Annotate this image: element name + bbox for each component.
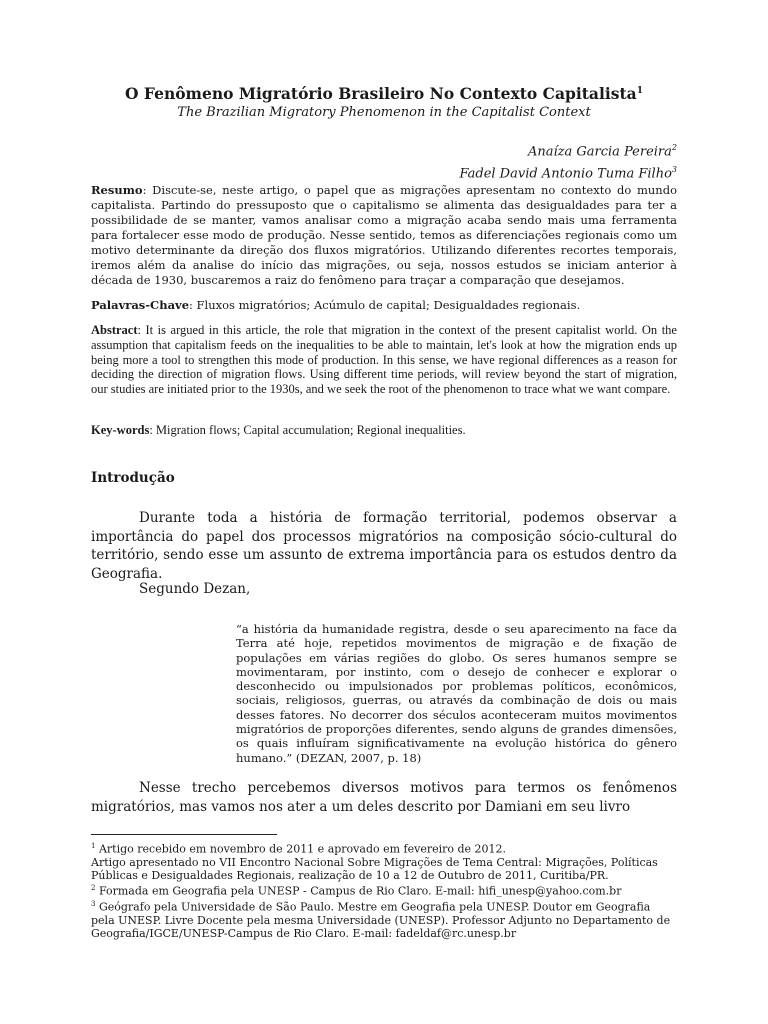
intro-line-segundo-dezan: Segundo Dezan, (139, 581, 251, 597)
abstract-block (91, 323, 677, 397)
resumo-label: Resumo (91, 183, 143, 197)
resumo-text: : Discute-se, neste artigo, o papel que as migrações apresentam no contexto do mundo capitalista. Partindo do pressuposto que o capitalismo se alimenta das desigualdades para ter a possibilidade de se manter, vamos analisar como a migração acaba sendo mais uma ferramenta para fortalecer esse modo de produção. Nesse sentido, temos as diferenciações regionais como um motivo determinante da direção dos fluxos migratórios. Utilizando diferentes recortes temporais, iremos além da analise do início das migrações, ou seja, nossos estudos se iniciam anterior à década de 1930, buscaremos a raiz do fenômeno para traçar a comparação que desejamos. (91, 183, 677, 287)
title-text: O Fenômeno Migratório Brasileiro No Contexto Capitalista (125, 84, 637, 103)
paper-page (91, 0, 677, 1024)
footnote-2: $^2$ Formada em Geografia pela UNESP - Campus de Rio Claro. E-mail: hifi_unesp@yahoo.com.br (91, 884, 622, 898)
title-footnote-marker: 1 (636, 85, 643, 96)
block-quote-dezan: “a história da humanidade registra, desde o seu aparecimento na face da Terra até hoje, repetidos movimentos de migração e de fixação de populações em várias regiões do globo. Os seres humanos sempre se movimentaram, por instinto, com o desejo de conhecer e explorar o desconhecido ou impulsionados por problemas políticos, econômicos, sociais, religiosos, guerras, ou através da combinação de dois ou mais desses fatores. No decorrer dos séculos aconteceram muitos movimentos migratórios de proporções diferentes, sendo alguns de grandes dimensões, os quais influíram significativamente na evolução histórica do gênero humano.” (DEZAN, 2007, p. 18) (236, 622, 677, 765)
footnote-3: $^3$ Geógrafo pela Universidade de São Paulo. Mestre em Geografia pela UNESP. Doutor em Geografia pela UNESP. Livre Docente pela mesma Universidade (UNESP). Professor Adjunto no Departamento de Geografia/IGCE/UNESP-Campus de Rio Claro. E-mail: fadeldaf@rc.unesp.br (91, 900, 671, 941)
section-heading-introducao: Introdução (91, 470, 175, 486)
resumo-block (91, 183, 677, 288)
paper-title (91, 84, 677, 103)
palavras-chave-label: Palavras-Chave (91, 298, 190, 312)
keywords-block (91, 423, 677, 438)
abstract-text: : It is argued in this article, the role that migration in the context of the present capitalist world. On the assumption that capitalism feeds on the inequalities to be able to maintain, let's look at how the migration ends up being more a tool to strengthen this mode of production. In this sense, we have regional differences as a reason for deciding the direction of migration flows. Using different time periods, will review beyond the start of migration, our studies are initiated prior to the 1930s, and we seek the root of the phenomenon to trace what we want compare. (91, 323, 677, 397)
footnote-divider (91, 834, 277, 835)
paper-subtitle: The Brazilian Migratory Phenomenon in the Capitalist Context (177, 105, 591, 120)
intro-paragraph-1: Durante toda a história de formação territorial, podemos observar a importância do papel dos processos migratórios na composição sócio-cultural do território, sendo esse um assunto de extrema importância para os estudos dentro da Geografia. (91, 510, 677, 582)
keywords-text: : Migration flows; Capital accumulation; Regional inequalities. (149, 423, 466, 437)
author-2: Fadel David Antonio Tuma Filho$^3$ (459, 165, 677, 182)
footnotes (91, 840, 677, 940)
footnote-1: $^1$ Artigo recebido em novembro de 2011 e aprovado em fevereiro de 2012. (91, 842, 507, 856)
intro-paragraph-2: Nesse trecho percebemos diversos motivos para termos os fenômenos migratórios, mas vamos nos ater a um deles descrito por Damiani em seu livro (91, 780, 677, 815)
palavras-chave-text: : Fluxos migratórios; Acúmulo de capital; Desigualdades regionais. (189, 298, 581, 312)
author-1: Anaíza Garcia Pereira$^2$ (527, 143, 677, 160)
keywords-label: Key-words (91, 423, 150, 437)
author-list (459, 139, 677, 184)
abstract-label: Abstract (91, 323, 138, 337)
palavras-chave-block (91, 298, 677, 313)
footnote-1-continued: Artigo apresentado no VII Encontro Nacional Sobre Migrações de Tema Central: Migrações, Políticas Públicas e Desigualdades Regionais, realização de 10 a 12 de Outubro de 2011, Curitiba/PR. (91, 855, 658, 883)
